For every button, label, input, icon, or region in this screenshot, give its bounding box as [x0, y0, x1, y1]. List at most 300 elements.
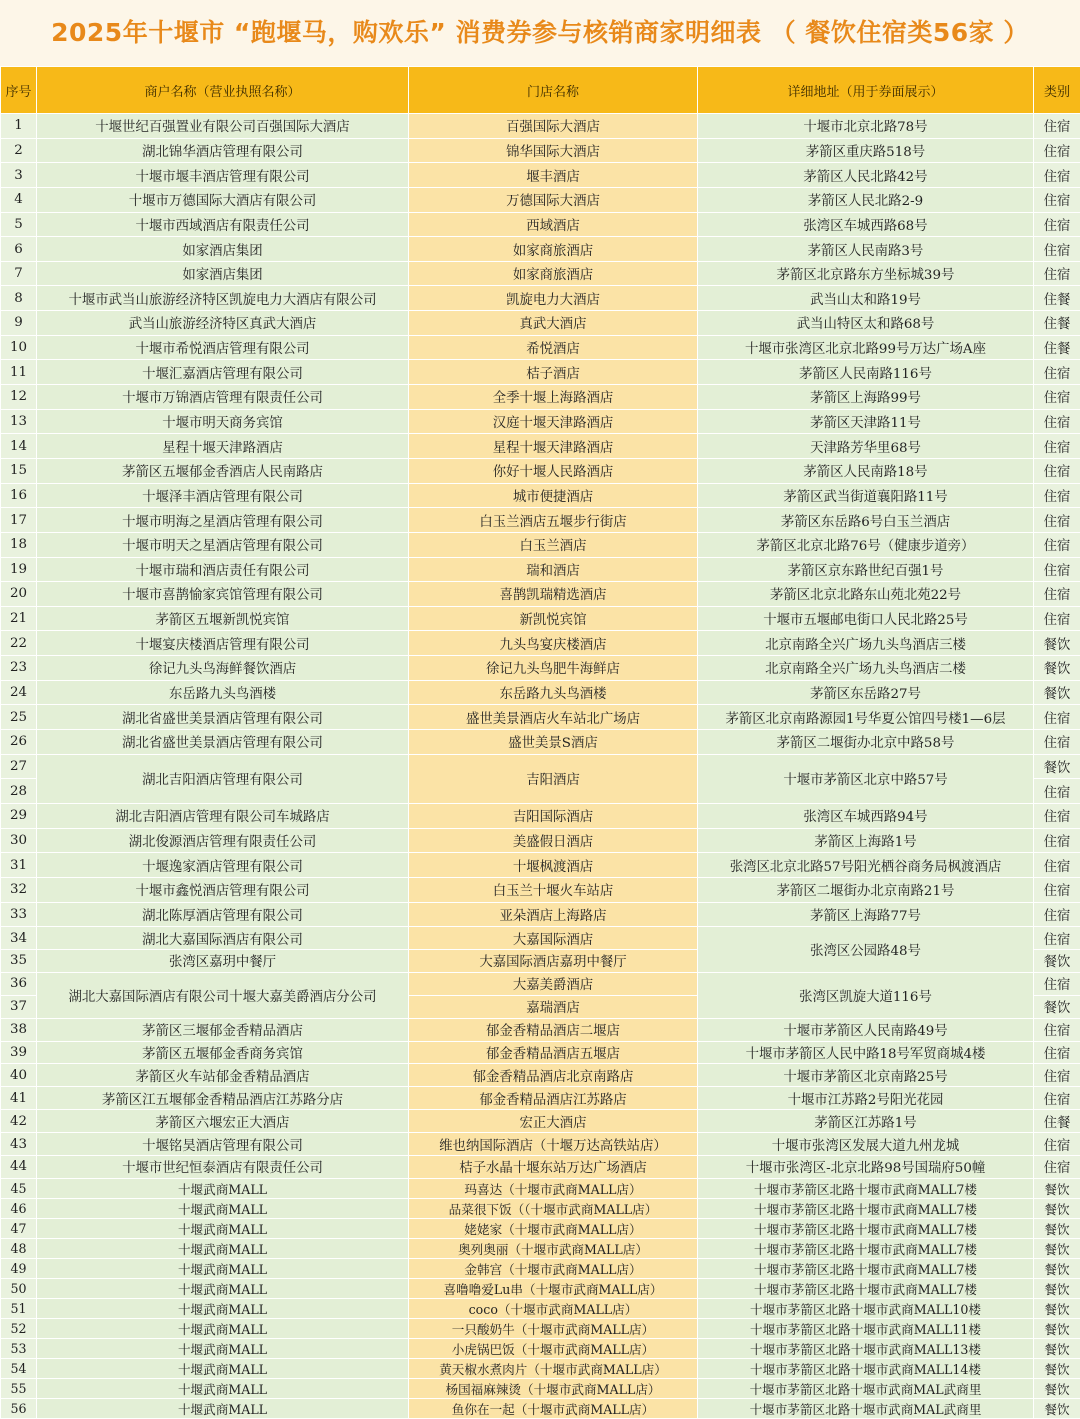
cell-index: 23 [1, 656, 37, 681]
cell-store: 你好十堰人民路酒店 [409, 458, 698, 483]
cell-store: 喜鹊凯瑞精选酒店 [409, 582, 698, 607]
cell-index: 49 [1, 1258, 37, 1278]
cell-index: 2 [1, 138, 37, 163]
cell-index: 56 [1, 1398, 37, 1418]
cell-category: 住餐 [1034, 311, 1080, 336]
cell-index: 17 [1, 508, 37, 533]
cell-index: 33 [1, 902, 37, 927]
cell-merchant: 十堰市鑫悦酒店管理有限公司 [37, 877, 409, 902]
cell-category: 住宿 [1034, 1133, 1080, 1156]
cell-merchant: 十堰武商MALL [37, 1398, 409, 1418]
cell-store: 姥姥家（十堰市武商MALL店） [409, 1218, 698, 1238]
table-row [1, 1358, 1080, 1378]
cell-merchant: 十堰市明天商务宾馆 [37, 409, 409, 434]
cell-merchant: 十堰市明海之星酒店管理有限公司 [37, 508, 409, 533]
table-row [1, 754, 1080, 779]
cell-category: 餐饮 [1034, 754, 1080, 779]
cell-store: 如家商旅酒店 [409, 261, 698, 286]
table-row [1, 409, 1080, 434]
table-row [1, 828, 1080, 853]
cell-category: 餐饮 [1034, 1258, 1080, 1278]
cell-category: 住宿 [1034, 187, 1080, 212]
cell-index: 28 [1, 779, 37, 804]
cell-category: 餐饮 [1034, 1238, 1080, 1258]
cell-index: 12 [1, 385, 37, 410]
cell-merchant: 十堰市世纪恒泰酒店有限责任公司 [37, 1156, 409, 1179]
cell-merchant: 星程十堰天津路酒店 [37, 434, 409, 459]
cell-index: 39 [1, 1041, 37, 1064]
cell-store: 瑞和酒店 [409, 557, 698, 582]
cell-merchant: 十堰宴庆楼酒店管理有限公司 [37, 631, 409, 656]
cell-store: 大嘉国际酒店 [409, 927, 698, 950]
cell-store: 希悦酒店 [409, 335, 698, 360]
cell-address: 张湾区车城西路68号 [698, 212, 1034, 237]
table-row [1, 1378, 1080, 1398]
table-row [1, 1133, 1080, 1156]
cell-category: 餐饮 [1034, 1178, 1080, 1198]
cell-store: 白玉兰十堰火车站店 [409, 877, 698, 902]
cell-merchant: 十堰武商MALL [37, 1218, 409, 1238]
cell-merchant: 十堰市武当山旅游经济特区凯旋电力大酒店有限公司 [37, 286, 409, 311]
cell-category: 住宿 [1034, 114, 1080, 139]
cell-category: 住宿 [1034, 458, 1080, 483]
cell-address: 茅箭区上海路77号 [698, 902, 1034, 927]
cell-category: 住宿 [1034, 730, 1080, 755]
header-address: 详细地址（用于券面展示） [698, 67, 1034, 114]
table-row [1, 1198, 1080, 1218]
cell-store: 宏正大酒店 [409, 1110, 698, 1133]
cell-category: 餐饮 [1034, 1198, 1080, 1218]
cell-merchant: 茅箭区江五堰郁金香精品酒店江苏路分店 [37, 1087, 409, 1110]
cell-index: 7 [1, 261, 37, 286]
cell-index: 31 [1, 853, 37, 878]
table-row [1, 1278, 1080, 1298]
cell-category: 餐饮 [1034, 1378, 1080, 1398]
cell-address: 十堰市茅箭区北路十堰市武商MALL7楼 [698, 1258, 1034, 1278]
table-row [1, 311, 1080, 336]
cell-address: 武当山特区太和路68号 [698, 311, 1034, 336]
cell-merchant: 湖北大嘉国际酒店有限公司 [37, 927, 409, 950]
cell-merchant: 十堰市喜鹊愉家宾馆管理有限公司 [37, 582, 409, 607]
cell-merchant: 湖北俊源酒店管理有限责任公司 [37, 828, 409, 853]
cell-category: 餐饮 [1034, 1338, 1080, 1358]
cell-merchant: 张湾区嘉玥中餐厅 [37, 950, 409, 973]
cell-category: 住宿 [1034, 1156, 1080, 1179]
cell-index: 15 [1, 458, 37, 483]
cell-address: 十堰市茅箭区北路十堰市武商MALL7楼 [698, 1238, 1034, 1258]
cell-merchant: 茅箭区火车站郁金香精品酒店 [37, 1064, 409, 1087]
cell-address: 十堰市五堰邮电街口人民北路25号 [698, 606, 1034, 631]
cell-store: 大嘉国际酒店嘉玥中餐厅 [409, 950, 698, 973]
cell-category: 住宿 [1034, 1087, 1080, 1110]
cell-address: 茅箭区人民北路42号 [698, 163, 1034, 188]
cell-address: 茅箭区京东路世纪百强1号 [698, 557, 1034, 582]
cell-merchant: 十堰武商MALL [37, 1178, 409, 1198]
table-row [1, 803, 1080, 828]
cell-merchant: 十堰市希悦酒店管理有限公司 [37, 335, 409, 360]
cell-category: 住宿 [1034, 237, 1080, 262]
table-row [1, 434, 1080, 459]
cell-index: 25 [1, 705, 37, 730]
cell-category: 住宿 [1034, 532, 1080, 557]
cell-store: 鱼你在一起（十堰市武商MALL店） [409, 1398, 698, 1418]
cell-index: 11 [1, 360, 37, 385]
cell-address: 天津路芳华里68号 [698, 434, 1034, 459]
table-row [1, 1218, 1080, 1238]
cell-category: 住宿 [1034, 434, 1080, 459]
cell-index: 36 [1, 972, 37, 995]
table-row [1, 631, 1080, 656]
cell-address: 十堰市张湾区发展大道九州龙城 [698, 1133, 1034, 1156]
cell-category: 住宿 [1034, 1064, 1080, 1087]
table-row [1, 532, 1080, 557]
table-row [1, 557, 1080, 582]
cell-address: 茅箭区人民北路2-9 [698, 187, 1034, 212]
cell-index: 52 [1, 1318, 37, 1338]
cell-index: 14 [1, 434, 37, 459]
table-row [1, 1156, 1080, 1179]
cell-address: 北京南路全兴广场九头鸟酒店三楼 [698, 631, 1034, 656]
cell-index: 5 [1, 212, 37, 237]
cell-index: 32 [1, 877, 37, 902]
cell-merchant: 十堰汇嘉酒店管理有限公司 [37, 360, 409, 385]
cell-index: 43 [1, 1133, 37, 1156]
cell-store: 十堰枫渡酒店 [409, 853, 698, 878]
cell-category: 餐饮 [1034, 995, 1080, 1018]
cell-address: 茅箭区重庆路518号 [698, 138, 1034, 163]
table-row [1, 972, 1080, 995]
cell-address: 茅箭区北京南路源园1号华夏公馆四号楼1—6层 [698, 705, 1034, 730]
cell-address: 十堰市茅箭区北路十堰市武商MALL14楼 [698, 1358, 1034, 1378]
cell-merchant: 茅箭区五堰郁金香酒店人民南路店 [37, 458, 409, 483]
cell-index: 37 [1, 995, 37, 1018]
cell-merchant: 十堰武商MALL [37, 1378, 409, 1398]
cell-category: 住宿 [1034, 163, 1080, 188]
cell-address: 十堰市茅箭区北路十堰市武商MALL13楼 [698, 1338, 1034, 1358]
cell-address: 十堰市茅箭区人民南路49号 [698, 1018, 1034, 1041]
cell-index: 1 [1, 114, 37, 139]
cell-address: 十堰市茅箭区北路十堰市武商MALL7楼 [698, 1198, 1034, 1218]
cell-index: 8 [1, 286, 37, 311]
cell-category: 餐饮 [1034, 1318, 1080, 1338]
cell-store: 城市便捷酒店 [409, 483, 698, 508]
cell-index: 29 [1, 803, 37, 828]
cell-merchant: 东岳路九头鸟酒楼 [37, 680, 409, 705]
header-merchant: 商户名称（营业执照名称） [37, 67, 409, 114]
cell-address: 十堰市茅箭区北路十堰市武商MALL11楼 [698, 1318, 1034, 1338]
cell-index: 16 [1, 483, 37, 508]
cell-address: 北京南路全兴广场九头鸟酒店二楼 [698, 656, 1034, 681]
table-row [1, 1087, 1080, 1110]
cell-index: 48 [1, 1238, 37, 1258]
cell-index: 38 [1, 1018, 37, 1041]
cell-store: 大嘉美爵酒店 [409, 972, 698, 995]
cell-category: 住宿 [1034, 803, 1080, 828]
cell-index: 6 [1, 237, 37, 262]
table-row [1, 730, 1080, 755]
cell-merchant: 十堰铭昊酒店管理有限公司 [37, 1133, 409, 1156]
table-row [1, 1258, 1080, 1278]
cell-index: 34 [1, 927, 37, 950]
cell-category: 餐饮 [1034, 1278, 1080, 1298]
cell-store: 万德国际大酒店 [409, 187, 698, 212]
cell-category: 餐饮 [1034, 680, 1080, 705]
merchant-table [0, 66, 1080, 1419]
table-row [1, 680, 1080, 705]
table-row [1, 927, 1080, 950]
table-row [1, 360, 1080, 385]
cell-store: 奥列奥丽（十堰市武商MALL店） [409, 1238, 698, 1258]
cell-address: 张湾区北京北路57号阳光栖谷商务局枫渡酒店 [698, 853, 1034, 878]
table-row [1, 385, 1080, 410]
cell-index: 21 [1, 606, 37, 631]
cell-address: 茅箭区北京北路76号（健康步道旁） [698, 532, 1034, 557]
cell-store: 一只酸奶牛（十堰市武商MALL店） [409, 1318, 698, 1338]
cell-merchant: 十堰武商MALL [37, 1238, 409, 1258]
cell-category: 住宿 [1034, 582, 1080, 607]
cell-store: coco（十堰市武商MALL店） [409, 1298, 698, 1318]
cell-category: 住餐 [1034, 1110, 1080, 1133]
cell-store: 吉阳国际酒店 [409, 803, 698, 828]
cell-store: 亚朵酒店上海路店 [409, 902, 698, 927]
cell-merchant: 湖北吉阳酒店管理有限公司 [37, 754, 409, 803]
cell-index: 47 [1, 1218, 37, 1238]
cell-store: 新凯悦宾馆 [409, 606, 698, 631]
cell-index: 35 [1, 950, 37, 973]
cell-address: 茅箭区东岳路6号白玉兰酒店 [698, 508, 1034, 533]
cell-index: 50 [1, 1278, 37, 1298]
cell-category: 住宿 [1034, 409, 1080, 434]
cell-category: 住宿 [1034, 606, 1080, 631]
cell-merchant: 十堰武商MALL [37, 1298, 409, 1318]
table-row [1, 1110, 1080, 1133]
table-row [1, 458, 1080, 483]
cell-category: 餐饮 [1034, 1298, 1080, 1318]
table-row [1, 286, 1080, 311]
table-row [1, 902, 1080, 927]
cell-category: 住餐 [1034, 335, 1080, 360]
cell-store: 杨国福麻辣烫（十堰市武商MALL店） [409, 1378, 698, 1398]
cell-merchant: 湖北锦华酒店管理有限公司 [37, 138, 409, 163]
cell-merchant: 十堰武商MALL [37, 1278, 409, 1298]
cell-store: 美盛假日酒店 [409, 828, 698, 853]
cell-store: 郁金香精品酒店二堰店 [409, 1018, 698, 1041]
cell-index: 10 [1, 335, 37, 360]
cell-store: 东岳路九头鸟酒楼 [409, 680, 698, 705]
cell-address: 十堰市茅箭区北路十堰市武商MAL武商里 [698, 1398, 1034, 1418]
cell-address: 茅箭区上海路1号 [698, 828, 1034, 853]
cell-store: 真武大酒店 [409, 311, 698, 336]
table-row [1, 1398, 1080, 1418]
cell-address: 十堰市茅箭区人民中路18号军贸商城4楼 [698, 1041, 1034, 1064]
cell-merchant: 十堰市万锦酒店管理有限责任公司 [37, 385, 409, 410]
cell-store: 玛喜达（十堰市武商MALL店） [409, 1178, 698, 1198]
cell-store: 维也纳国际酒店（十堰万达高铁站店） [409, 1133, 698, 1156]
table-row [1, 483, 1080, 508]
cell-address: 十堰市茅箭区北路十堰市武商MALL7楼 [698, 1218, 1034, 1238]
cell-merchant: 十堰武商MALL [37, 1318, 409, 1338]
cell-index: 42 [1, 1110, 37, 1133]
cell-store: 郁金香精品酒店江苏路店 [409, 1087, 698, 1110]
cell-address: 武当山太和路19号 [698, 286, 1034, 311]
cell-category: 住宿 [1034, 261, 1080, 286]
cell-index: 3 [1, 163, 37, 188]
cell-merchant: 湖北吉阳酒店管理有限公司车城路店 [37, 803, 409, 828]
cell-store: 白玉兰酒店五堰步行街店 [409, 508, 698, 533]
cell-address: 张湾区凯旋大道116号 [698, 972, 1034, 1018]
cell-merchant: 湖北陈厚酒店管理有限公司 [37, 902, 409, 927]
cell-address: 十堰市北京北路78号 [698, 114, 1034, 139]
cell-category: 餐饮 [1034, 1398, 1080, 1418]
cell-merchant: 茅箭区五堰郁金香商务宾馆 [37, 1041, 409, 1064]
cell-address: 十堰市茅箭区北路十堰市武商MALL7楼 [698, 1278, 1034, 1298]
table-row [1, 114, 1080, 139]
cell-category: 住宿 [1034, 385, 1080, 410]
cell-store: 桔子酒店 [409, 360, 698, 385]
cell-address: 茅箭区人民南路116号 [698, 360, 1034, 385]
cell-merchant: 十堰世纪百强置业有限公司百强国际大酒店 [37, 114, 409, 139]
cell-address: 十堰市茅箭区北京中路57号 [698, 754, 1034, 803]
cell-store: 金韩宫（十堰市武商MALL店） [409, 1258, 698, 1278]
cell-index: 13 [1, 409, 37, 434]
cell-merchant: 茅箭区三堰郁金香精品酒店 [37, 1018, 409, 1041]
cell-store: 徐记九头鸟肥牛海鲜店 [409, 656, 698, 681]
cell-merchant: 徐记九头鸟海鲜餐饮酒店 [37, 656, 409, 681]
cell-address: 十堰市张湾区-北京北路98号国瑞府50幢 [698, 1156, 1034, 1179]
table-row [1, 1238, 1080, 1258]
cell-category: 餐饮 [1034, 656, 1080, 681]
cell-index: 45 [1, 1178, 37, 1198]
cell-address: 茅箭区人民南路3号 [698, 237, 1034, 262]
table-row [1, 606, 1080, 631]
cell-store: 盛世美景S酒店 [409, 730, 698, 755]
table-row [1, 877, 1080, 902]
cell-index: 46 [1, 1198, 37, 1218]
table-row [1, 1041, 1080, 1064]
cell-category: 餐饮 [1034, 1218, 1080, 1238]
cell-address: 十堰市江苏路2号阳光花园 [698, 1087, 1034, 1110]
page-title: 2025年十堰市 “跑堰马，购欢乐” 消费券参与核销商家明细表 （ 餐饮住宿类56家 ） [0, 0, 1080, 66]
cell-index: 53 [1, 1338, 37, 1358]
cell-category: 住宿 [1034, 360, 1080, 385]
cell-store: 桔子水晶十堰东站万达广场酒店 [409, 1156, 698, 1179]
cell-store: 郁金香精品酒店北京南路店 [409, 1064, 698, 1087]
header-store: 门店名称 [409, 67, 698, 114]
cell-index: 30 [1, 828, 37, 853]
cell-category: 餐饮 [1034, 950, 1080, 973]
cell-store: 堰丰酒店 [409, 163, 698, 188]
cell-index: 24 [1, 680, 37, 705]
table-row [1, 1318, 1080, 1338]
cell-merchant: 湖北大嘉国际酒店有限公司十堰大嘉美爵酒店分公司 [37, 972, 409, 1018]
cell-merchant: 十堰市西域酒店有限责任公司 [37, 212, 409, 237]
cell-address: 茅箭区武当街道襄阳路11号 [698, 483, 1034, 508]
cell-category: 住宿 [1034, 972, 1080, 995]
table-row [1, 582, 1080, 607]
cell-index: 20 [1, 582, 37, 607]
cell-address: 茅箭区北京路东方坐标城39号 [698, 261, 1034, 286]
cell-category: 住宿 [1034, 508, 1080, 533]
table-row [1, 163, 1080, 188]
cell-category: 住宿 [1034, 483, 1080, 508]
cell-store: 盛世美景酒店火车站北广场店 [409, 705, 698, 730]
cell-store: 凯旋电力大酒店 [409, 286, 698, 311]
cell-category: 住宿 [1034, 138, 1080, 163]
cell-store: 西域酒店 [409, 212, 698, 237]
cell-merchant: 十堰泽丰酒店管理有限公司 [37, 483, 409, 508]
cell-store: 嘉瑞酒店 [409, 995, 698, 1018]
cell-address: 张湾区公园路48号 [698, 927, 1034, 973]
cell-store: 吉阳酒店 [409, 754, 698, 803]
cell-index: 41 [1, 1087, 37, 1110]
cell-address: 茅箭区天津路11号 [698, 409, 1034, 434]
table-row [1, 1064, 1080, 1087]
table-row [1, 237, 1080, 262]
table-row [1, 212, 1080, 237]
cell-category: 住宿 [1034, 705, 1080, 730]
table-row [1, 187, 1080, 212]
cell-merchant: 十堰市瑞和酒店责任有限公司 [37, 557, 409, 582]
cell-store: 品菜很下饭（（十堰市武商MALL店） [409, 1198, 698, 1218]
cell-store: 九头鸟宴庆楼酒店 [409, 631, 698, 656]
cell-merchant: 十堰武商MALL [37, 1258, 409, 1278]
table-body [1, 114, 1080, 1419]
cell-index: 18 [1, 532, 37, 557]
cell-merchant: 湖北省盛世美景酒店管理有限公司 [37, 705, 409, 730]
cell-index: 55 [1, 1378, 37, 1398]
cell-merchant: 武当山旅游经济特区真武大酒店 [37, 311, 409, 336]
cell-index: 27 [1, 754, 37, 779]
cell-address: 十堰市茅箭区北路十堰市武商MALL7楼 [698, 1178, 1034, 1198]
cell-merchant: 十堰逸家酒店管理有限公司 [37, 853, 409, 878]
cell-index: 40 [1, 1064, 37, 1087]
cell-index: 26 [1, 730, 37, 755]
cell-merchant: 十堰武商MALL [37, 1198, 409, 1218]
cell-merchant: 十堰市堰丰酒店管理有限公司 [37, 163, 409, 188]
cell-store: 白玉兰酒店 [409, 532, 698, 557]
cell-merchant: 十堰市明天之星酒店管理有限公司 [37, 532, 409, 557]
cell-index: 22 [1, 631, 37, 656]
cell-address: 茅箭区江苏路1号 [698, 1110, 1034, 1133]
cell-index: 51 [1, 1298, 37, 1318]
cell-store: 郁金香精品酒店五堰店 [409, 1041, 698, 1064]
cell-address: 茅箭区二堰街办北京南路21号 [698, 877, 1034, 902]
cell-category: 住宿 [1034, 828, 1080, 853]
cell-merchant: 茅箭区五堰新凯悦宾馆 [37, 606, 409, 631]
cell-index: 19 [1, 557, 37, 582]
cell-category: 住宿 [1034, 877, 1080, 902]
cell-category: 餐饮 [1034, 631, 1080, 656]
cell-index: 9 [1, 311, 37, 336]
cell-address: 十堰市茅箭区北路十堰市武商MAL武商里 [698, 1378, 1034, 1398]
cell-store: 如家商旅酒店 [409, 237, 698, 262]
cell-category: 住宿 [1034, 902, 1080, 927]
cell-index: 4 [1, 187, 37, 212]
cell-address: 茅箭区上海路99号 [698, 385, 1034, 410]
table-row [1, 261, 1080, 286]
cell-merchant: 十堰武商MALL [37, 1338, 409, 1358]
table-row [1, 335, 1080, 360]
cell-merchant: 如家酒店集团 [37, 261, 409, 286]
cell-merchant: 十堰武商MALL [37, 1358, 409, 1378]
cell-category: 住宿 [1034, 557, 1080, 582]
cell-address: 茅箭区二堰街办北京中路58号 [698, 730, 1034, 755]
cell-category: 住宿 [1034, 927, 1080, 950]
cell-store: 百强国际大酒店 [409, 114, 698, 139]
header-category: 类别 [1034, 67, 1080, 114]
cell-category: 住宿 [1034, 779, 1080, 804]
cell-category: 餐饮 [1034, 1358, 1080, 1378]
